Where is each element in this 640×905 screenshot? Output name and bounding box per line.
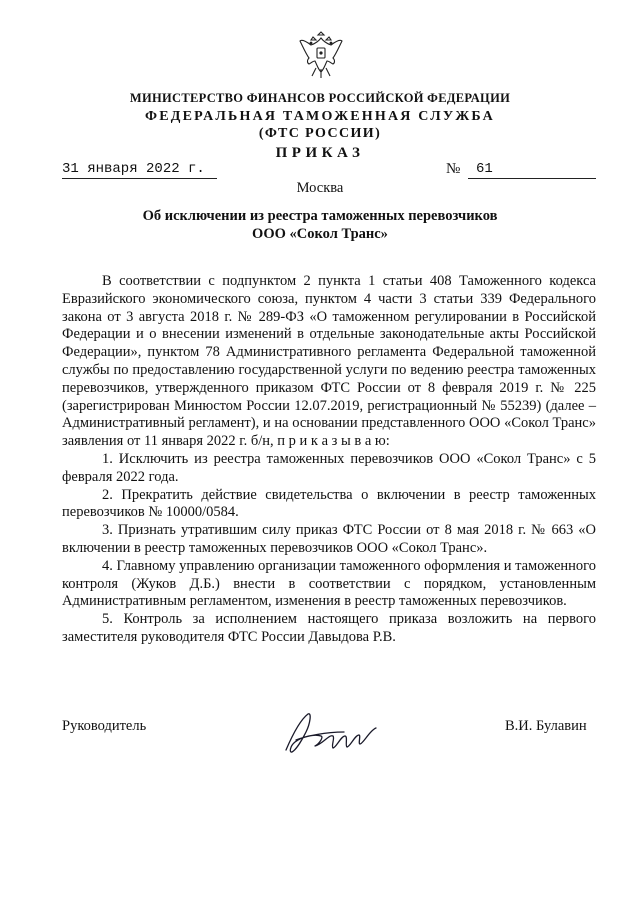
- order-item-1: 1. Исключить из реестра таможенных перевозчиков ООО «Сокол Транс» с 5 февраля 2022 года.: [62, 450, 596, 485]
- order-item-2: 2. Прекратить действие свидетельства о включении в реестр таможенных перевозчиков № 10000/0584.: [62, 486, 596, 521]
- document-title-line-2: ООО «Сокол Транс»: [252, 226, 388, 242]
- signer-name: В.И. Булавин: [505, 718, 587, 734]
- document-city: Москва: [296, 180, 344, 196]
- document-date: 31 января 2022 г.: [62, 160, 217, 179]
- order-item-3: 3. Признать утратившим силу приказ ФТС России от 8 мая 2018 г. № 663 «О включении в реестр таможенных перевозчиков ООО «Сокол Транс».: [62, 522, 596, 556]
- document-title-line-1: Об исключении из реестра таможенных перевозчиков: [142, 208, 498, 224]
- handwritten-signature: [278, 700, 398, 762]
- document-body: [62, 273, 596, 647]
- order-item-5: 5. Контроль за исполнением настоящего приказа возложить на первого заместителя руководителя ФТС России Давыдова Р.В.: [62, 611, 596, 645]
- document-number-label: №: [446, 161, 461, 177]
- agency-short-name: (ФТС РОССИИ): [258, 126, 382, 141]
- document-type: ПРИКАЗ: [275, 145, 365, 161]
- order-item-4: 4. Главному управлению организации таможенного оформления и таможенного контроля (Жуков Д.Б.) внести в соответствии с порядком, установленным Административным регламентом, изменения в реестр таможенных перевозчиков.: [62, 557, 596, 610]
- document-number: 61: [468, 160, 596, 179]
- ministry-name: МИНИСТЕРСТВО ФИНАНСОВ РОССИЙСКОЙ ФЕДЕРАЦИИ: [129, 91, 511, 105]
- russian-coat-of-arms-icon: [299, 28, 343, 80]
- preamble-paragraph: В соответствии с подпунктом 2 пункта 1 статьи 408 Таможенного кодекса Евразийского экономического союза, пунктом 4 части 3 статьи 339 Федерального закона от 3 августа 2018 г. № 289-ФЗ «О таможенном регулировании в Российской Федерации и о внесении изменений в отдельные законодательные акты Российской Федерации», пунктом 78 Административного регламента Федеральной таможенной службы по предоставлению государственной услуги по ведению реестра таможенных перевозчиков, утвержденного приказом ФТС России от 8 февраля 2019 г. № 225 (зарегистрирован Минюстом России 12.07.2019, регистрационный № 55239) (далее – Административный регламент), и на основании представленного ООО «Сокол Транс» заявления от 11 января 2022 г. б/н, п р и к а з ы в а ю:: [62, 273, 596, 450]
- agency-name: ФЕДЕРАЛЬНАЯ ТАМОЖЕННАЯ СЛУЖБА: [145, 109, 495, 124]
- signer-role: Руководитель: [62, 718, 147, 734]
